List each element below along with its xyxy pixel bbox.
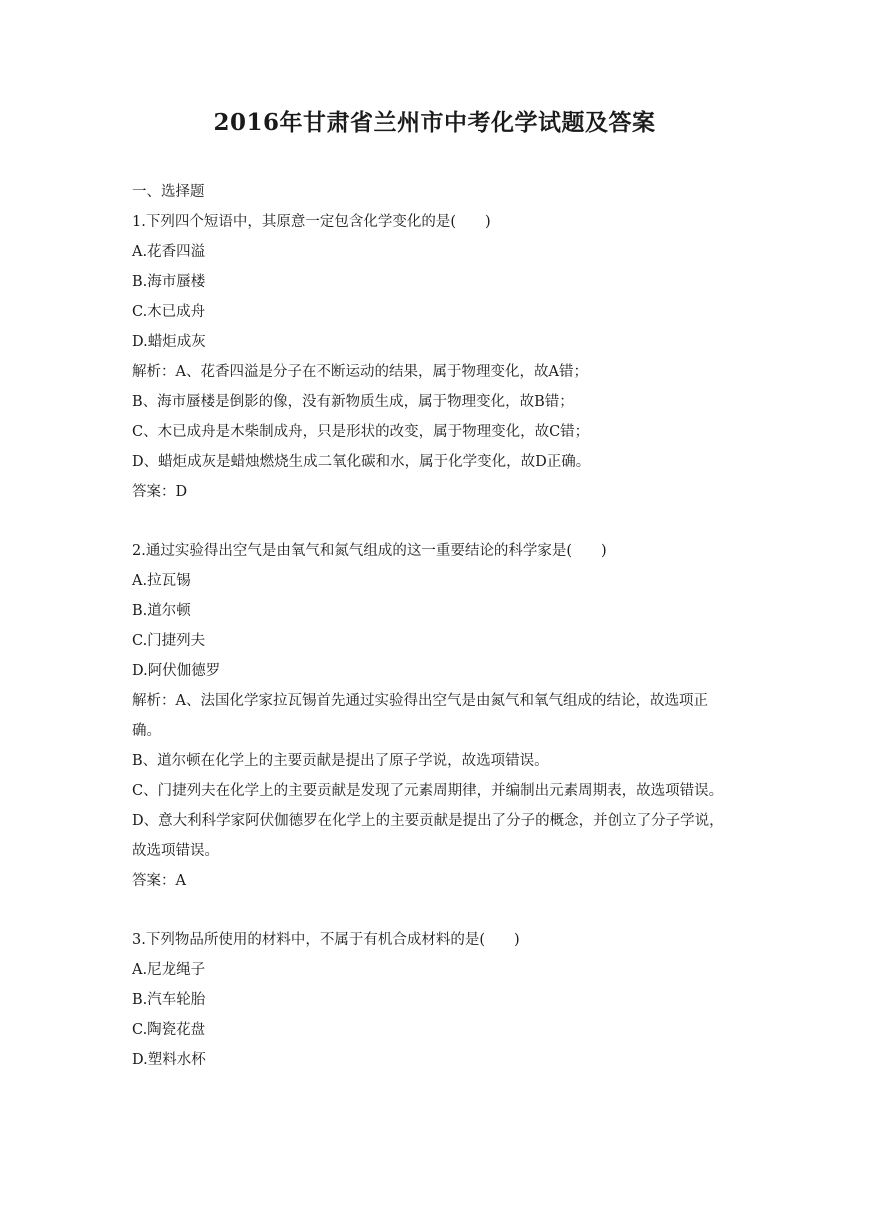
option-d: D.塑料水杯 (132, 1052, 206, 1068)
analysis-line: B、道尔顿在化学上的主要贡献是提出了原子学说，故选项错误。 (132, 753, 549, 769)
option-a: A.拉瓦锡 (132, 573, 191, 589)
spacer (132, 507, 742, 536)
analysis-line: 故选项错误。 (132, 843, 219, 859)
option-b: B.汽车轮胎 (132, 992, 206, 1008)
question-2 (132, 536, 742, 896)
option-a: A.尼龙绳子 (132, 962, 206, 978)
analysis-line: 解析：A、法国化学家拉瓦锡首先通过实验得出空气是由氮气和氧气组成的结论，故选项正 (132, 693, 708, 709)
analysis-line: C、门捷列夫在化学上的主要贡献是发现了元素周期律，并编制出元素周期表，故选项错误。 (132, 783, 724, 799)
option-d: D.阿伏伽德罗 (132, 663, 221, 679)
question-stem: 1.下列四个短语中，其原意一定包含化学变化的是( ) (132, 214, 491, 230)
analysis-line: D、意大利科学家阿伏伽德罗在化学上的主要贡献是提出了分子的概念，并创立了分子学说， (132, 813, 724, 829)
option-b: B.海市蜃楼 (132, 274, 206, 290)
page-title: 2016年甘肃省兰州市中考化学试题及答案 (213, 109, 656, 136)
question-stem: 3.下列物品所使用的材料中，不属于有机合成材料的是( ) (132, 932, 520, 948)
analysis-line: D、蜡炬成灰是蜡烛燃烧生成二氧化碳和水，属于化学变化，故D正确。 (132, 454, 591, 470)
option-c: C.木已成舟 (132, 304, 206, 320)
section-heading: 一、选择题 (132, 184, 205, 200)
answer: 答案：D (132, 484, 188, 500)
question-3 (132, 925, 742, 1075)
answer: 答案：A (132, 873, 186, 889)
option-d: D.蜡炬成灰 (132, 334, 206, 350)
option-b: B.道尔顿 (132, 603, 191, 619)
option-c: C.陶瓷花盘 (132, 1022, 206, 1038)
option-c: C.门捷列夫 (132, 633, 206, 649)
question-1 (132, 207, 742, 507)
document-content (132, 177, 742, 1075)
option-a: A.花香四溢 (132, 244, 206, 260)
question-stem: 2.通过实验得出空气是由氧气和氮气组成的这一重要结论的科学家是( ) (132, 543, 607, 559)
analysis-line: 解析：A、花香四溢是分子在不断运动的结果，属于物理变化，故A错； (132, 364, 588, 380)
analysis-line: C、木已成舟是木柴制成舟，只是形状的改变，属于物理变化，故C错； (132, 424, 590, 440)
spacer (132, 896, 742, 925)
analysis-line: B、海市蜃楼是倒影的像，没有新物质生成，属于物理变化，故B错； (132, 394, 574, 410)
analysis-line: 确。 (132, 723, 161, 739)
